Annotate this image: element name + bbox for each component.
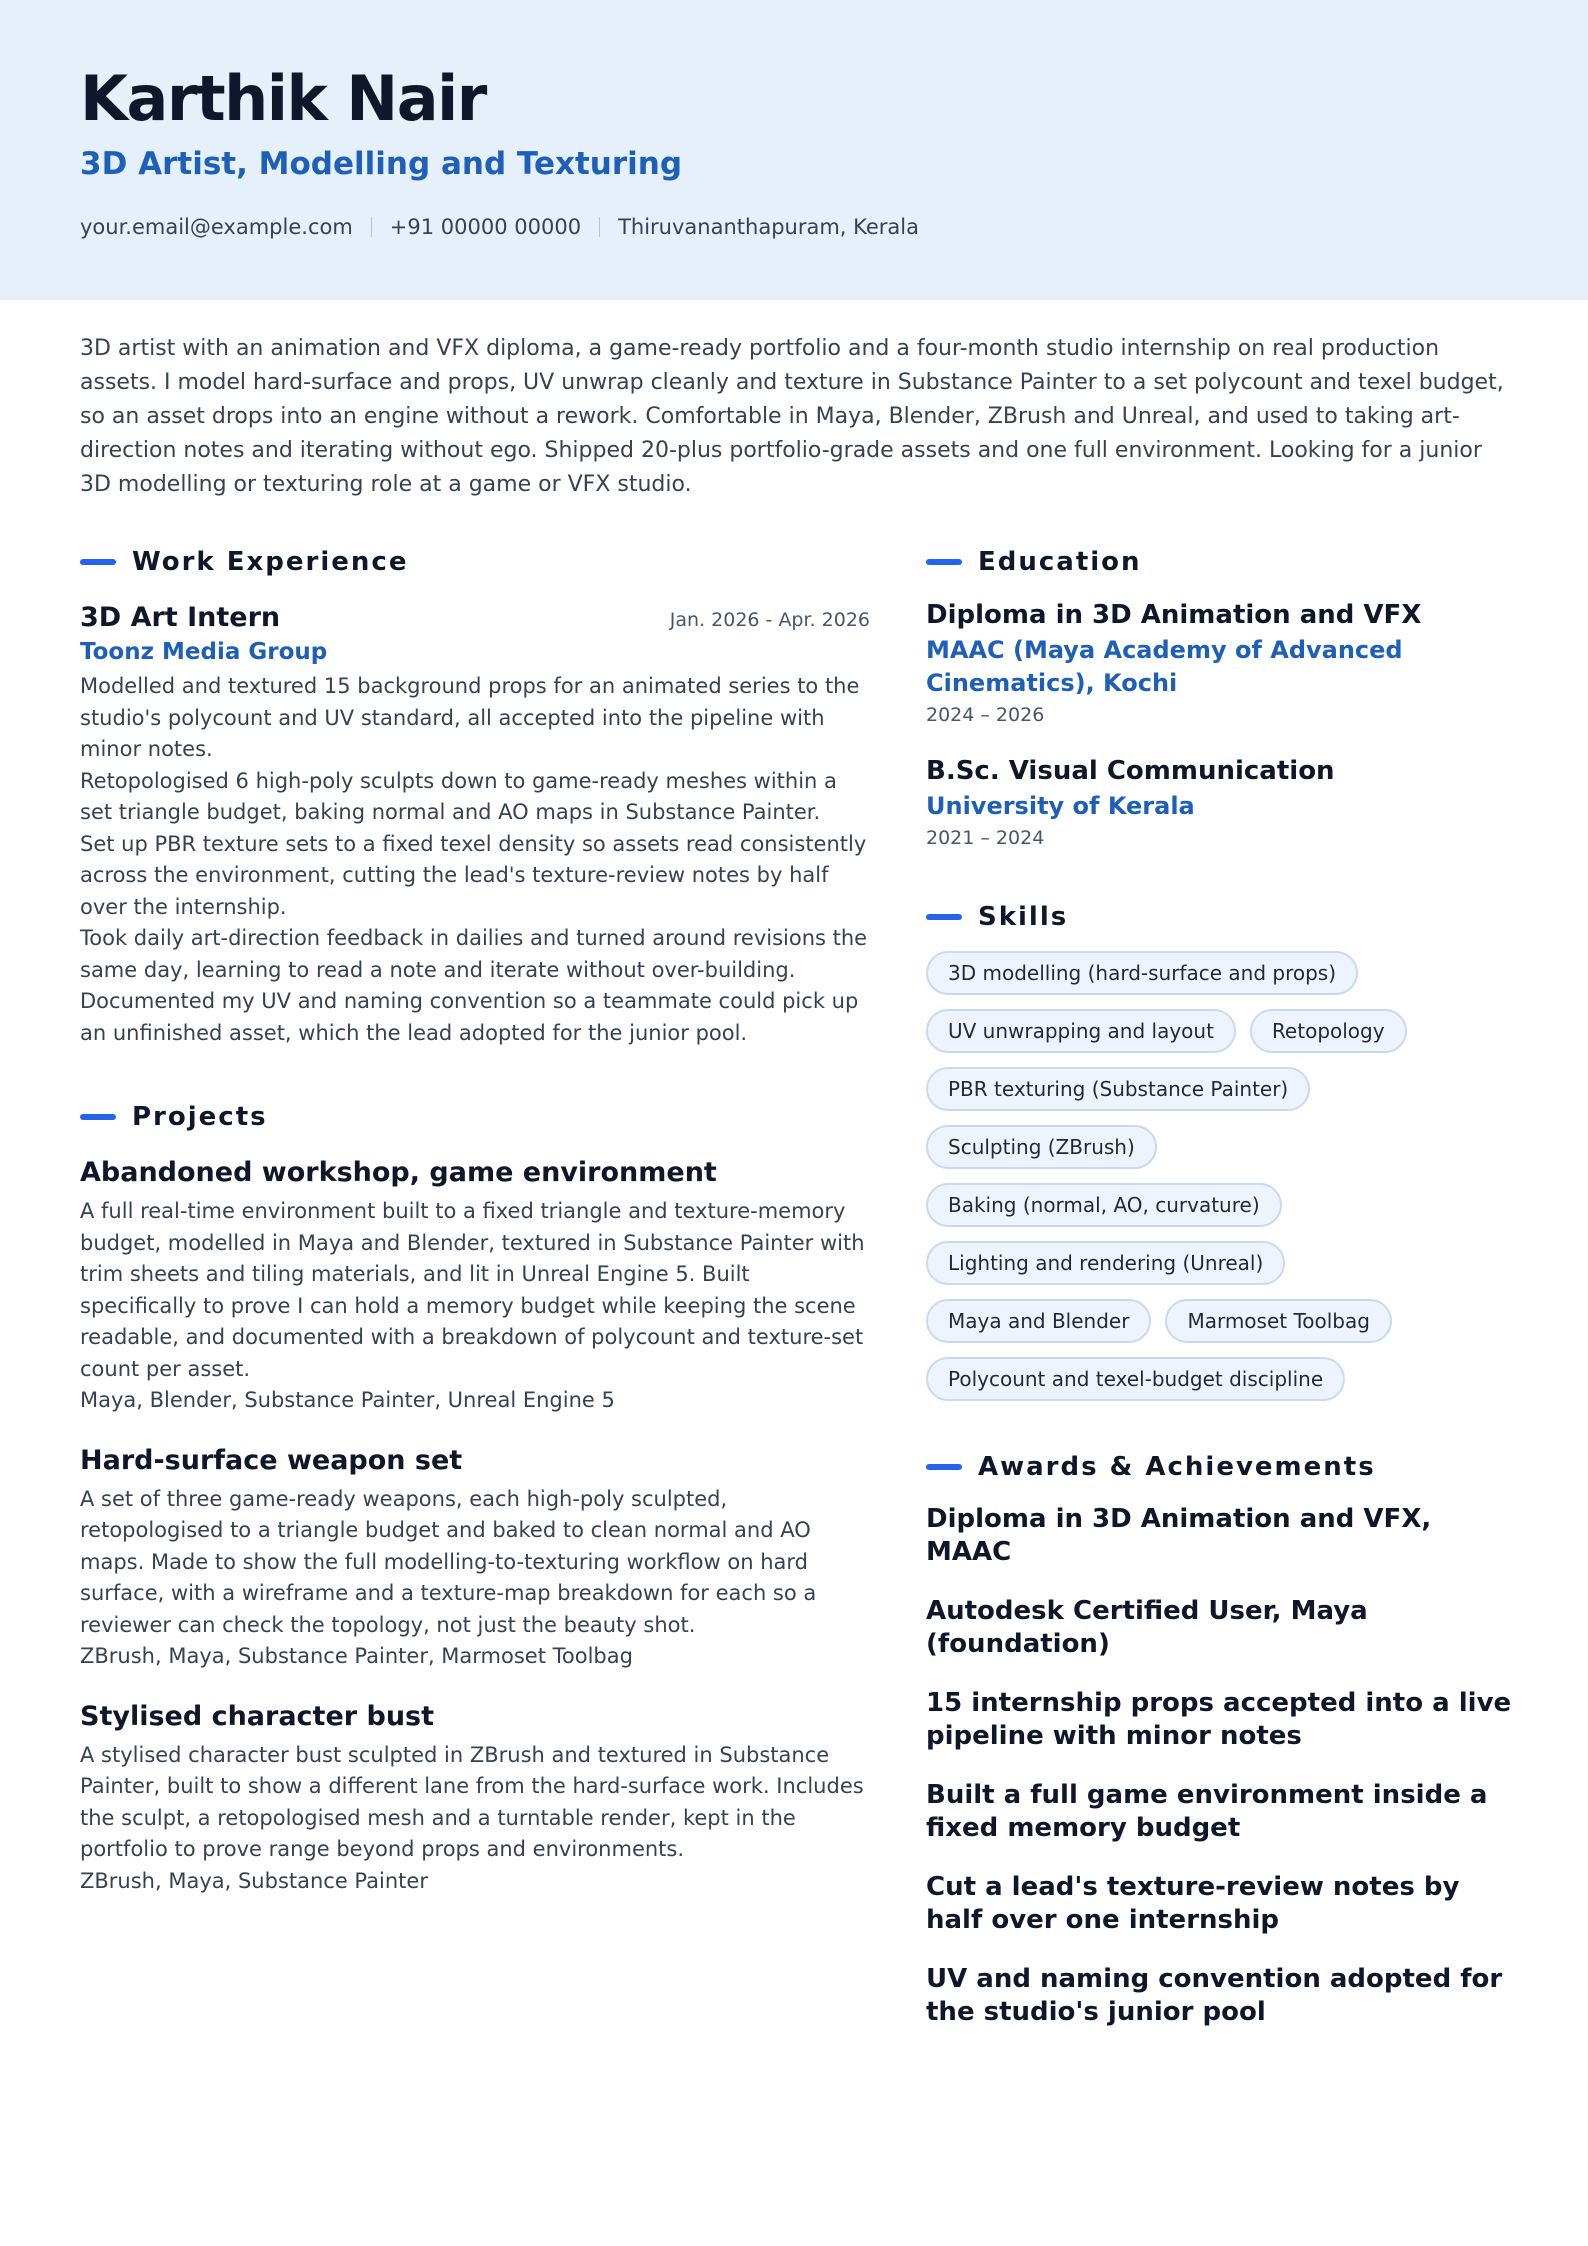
- skill-chip: 3D modelling (hard-surface and props): [926, 951, 1358, 995]
- section-accent-bar: [80, 559, 116, 565]
- section-heading-text: Skills: [978, 902, 1069, 932]
- project-entry: [80, 1445, 870, 1673]
- school-name: University of Kerala: [926, 792, 1195, 820]
- contact-divider: [599, 217, 600, 237]
- section-heading-text: Education: [978, 547, 1142, 577]
- job-bullet: Modelled and textured 15 background props for an animated series to the studio's polycount and UV standard, all accepted into the pipeline with minor notes.: [80, 674, 860, 761]
- contact-location: Thiruvananthapuram, Kerala: [618, 215, 919, 239]
- right-column: [926, 540, 1516, 2055]
- school-name: [926, 634, 1516, 700]
- education-years: 2021 – 2024: [926, 827, 1045, 849]
- education-entry: [926, 756, 1516, 849]
- section-accent-bar: [80, 1114, 116, 1120]
- project-entry: [80, 1701, 870, 1898]
- award-item: Cut a lead's texture-review notes by half over one internship: [926, 1872, 1460, 1935]
- project-tools: Maya, Blender, Substance Painter, Unreal Engine 5: [80, 1388, 615, 1412]
- award-item: UV and naming convention adopted for the studio's junior pool: [926, 1964, 1503, 2027]
- left-column: [80, 540, 870, 1897]
- resume-header: [0, 0, 1588, 300]
- skills-list: [926, 951, 1516, 1401]
- education-entry: [926, 600, 1516, 726]
- skill-chip: PBR texturing (Substance Painter): [926, 1067, 1310, 1111]
- contact-email[interactable]: your.email@example.com: [80, 215, 353, 239]
- awards-list: [926, 1503, 1516, 2029]
- project-tools: ZBrush, Maya, Substance Painter, Marmoset Toolbag: [80, 1644, 633, 1668]
- skill-chip: Maya and Blender: [926, 1299, 1151, 1343]
- skill-chip: Retopology: [1250, 1009, 1407, 1053]
- section-heading-work: [80, 540, 870, 584]
- section-heading-text: Awards & Achievements: [978, 1452, 1376, 1482]
- project-description: A full real-time environment built to a fixed triangle and texture-memory budget, modelled in Maya and Blender, textured in Substance Painter with trim sheets and tiling materials, and lit in Unreal Engine 5. Built specifically to prove I can hold a memory budget while keeping the scene readable, and documented with a breakdown of polycount and texture-set count per asset.: [80, 1199, 865, 1381]
- degree-title: Diploma in 3D Animation and VFX: [926, 600, 1422, 630]
- section-accent-bar: [926, 1464, 962, 1470]
- section-accent-bar: [926, 914, 962, 920]
- project-tools: ZBrush, Maya, Substance Painter: [80, 1868, 428, 1893]
- award-item: Built a full game environment inside a fixed memory budget: [926, 1780, 1488, 1843]
- skill-chip: UV unwrapping and layout: [926, 1009, 1236, 1053]
- job-bullets: [80, 671, 870, 1049]
- school-name-line: MAAC (Maya Academy of Advanced: [926, 636, 1403, 664]
- section-heading-education: [926, 540, 1516, 584]
- job-title: 3D Art Intern: [80, 602, 281, 633]
- skill-chip: Marmoset Toolbag: [1165, 1299, 1392, 1343]
- job-bullet: Set up PBR texture sets to a fixed texel density so assets read consistently across the environment, cutting the lead's texture-review notes by half over the internship.: [80, 831, 867, 919]
- job-dates: Jan. 2026 - Apr. 2026: [669, 609, 870, 631]
- contact-line: [80, 215, 919, 239]
- section-heading-awards: [926, 1445, 1516, 1489]
- section-heading-text: Work Experience: [132, 547, 409, 577]
- candidate-role: 3D Artist, Modelling and Texturing: [80, 146, 683, 182]
- skill-chip: Baking (normal, AO, curvature): [926, 1183, 1282, 1227]
- skill-chip: Sculpting (ZBrush): [926, 1125, 1157, 1169]
- degree-title: B.Sc. Visual Communication: [926, 756, 1335, 786]
- section-accent-bar: [926, 559, 962, 565]
- project-description: A stylised character bust sculpted in ZBrush and textured in Substance Painter, built to show a different lane from the hard-surface work. Includes the sculpt, a retopologised mesh and a turntable render, kept in the portfolio to prove range beyond props and environments.: [80, 1742, 864, 1861]
- award-item: Diploma in 3D Animation and VFX, MAAC: [926, 1504, 1432, 1567]
- job-bullet: Retopologised 6 high-poly sculpts down to game-ready meshes within a set triangle budget, baking normal and AO maps in Substance Painter.: [80, 768, 837, 824]
- job-bullet: Documented my UV and naming convention so a teammate could pick up an unfinished asset, which the lead adopted for the junior pool.: [80, 989, 859, 1045]
- project-title: Abandoned workshop, game environment: [80, 1157, 717, 1188]
- award-item: Autodesk Certified User, Maya (foundation): [926, 1596, 1368, 1659]
- project-entry: [80, 1157, 870, 1417]
- skill-chip: Lighting and rendering (Unreal): [926, 1241, 1285, 1285]
- candidate-name: Karthik Nair: [80, 62, 486, 135]
- skill-chip: Polycount and texel-budget discipline: [926, 1357, 1345, 1401]
- education-years: 2024 – 2026: [926, 704, 1045, 726]
- project-title: Hard-surface weapon set: [80, 1444, 463, 1476]
- project-title: Stylised character bust: [80, 1700, 435, 1732]
- section-heading-projects: [80, 1095, 870, 1139]
- job-entry: [80, 602, 870, 1049]
- award-item: 15 internship props accepted into a live pipeline with minor notes: [926, 1688, 1512, 1751]
- contact-divider: [371, 217, 372, 237]
- section-heading-text: Projects: [132, 1102, 268, 1132]
- contact-phone[interactable]: +91 00000 00000: [389, 215, 582, 239]
- professional-summary: 3D artist with an animation and VFX diploma, a game-ready portfolio and a four-month studio internship on real production assets. I model hard-surface and props, UV unwrap cleanly and texture in Substance Painter to a set polycount and texel budget, so an asset drops into an engine without a rework. Comfortable in Maya, Blender, ZBrush and Unreal, and used to taking art-direction notes and iterating without ego. Shipped 20-plus portfolio-grade assets and one full environment. Looking for a junior 3D modelling or texturing role at a game or VFX studio.: [80, 336, 1504, 497]
- section-heading-skills: [926, 895, 1516, 939]
- job-bullet: Took daily art-direction feedback in dailies and turned around revisions the same day, learning to read a note and iterate without over-building.: [80, 926, 868, 982]
- company-name: Toonz Media Group: [80, 639, 328, 665]
- school-name-line: Cinematics), Kochi: [926, 669, 1178, 697]
- project-description: A set of three game-ready weapons, each high-poly sculpted, retopologised to a triangle budget and baked to clean normal and AO maps. Made to show the full modelling-to-texturing workflow on hard surface, with a wireframe and a texture-map breakdown for each so a reviewer can check the topology, not just the beauty shot.: [80, 1486, 817, 1637]
